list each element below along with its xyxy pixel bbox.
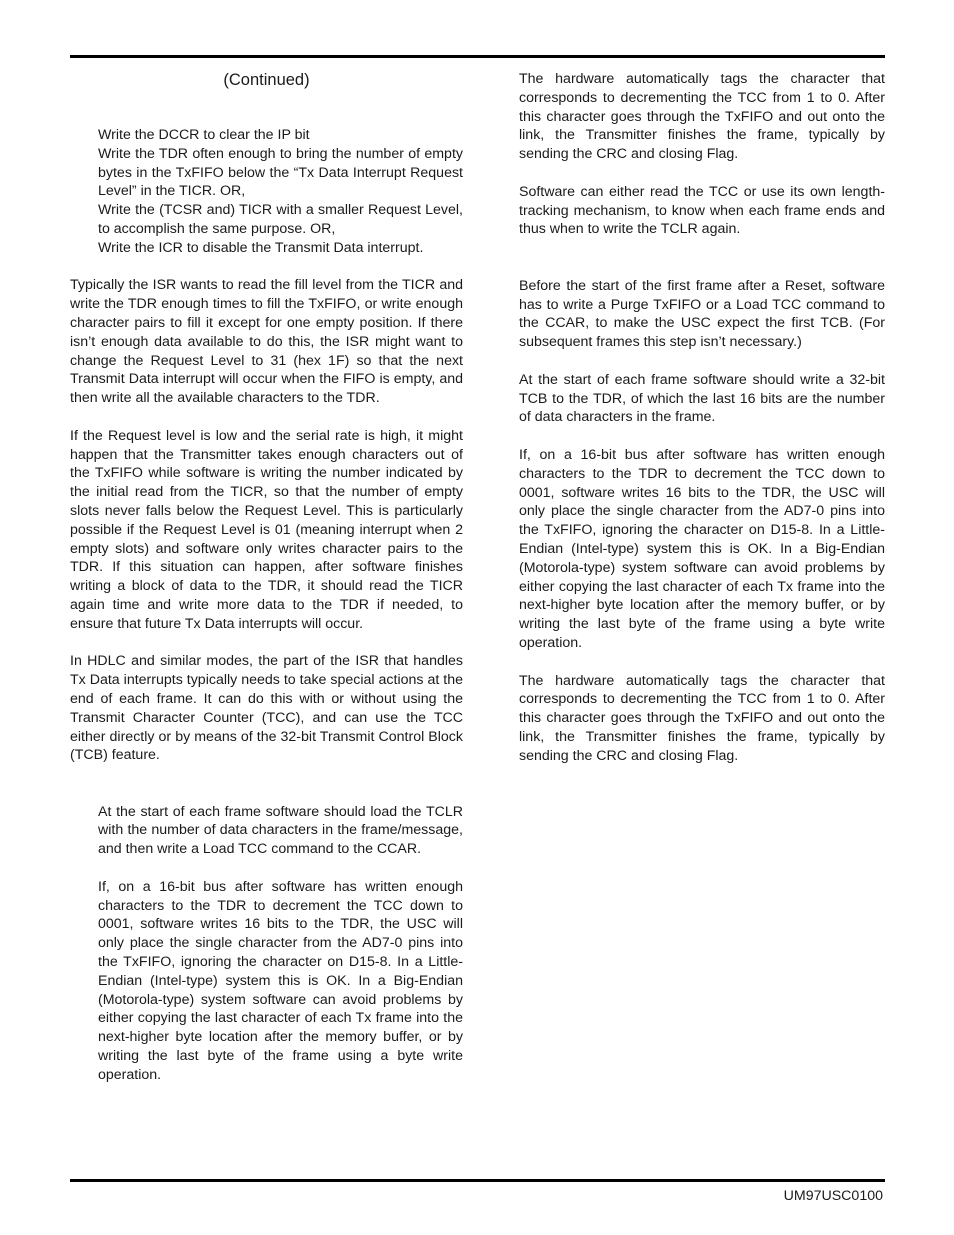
paragraph-16bit-bus: If, on a 16-bit bus after software has written enough characters to the TDR to decrement the TCC down to 0001, software writes 16 bits to the TDR, the USC will only place the single character from the AD7-0 pins into the TxFIFO, ignoring the character on D15-8. In a Little-Endian (Intel-type) system this is OK. In a Big-Endian (Motorola-type) system software can avoid problems by either copying the last character of each Tx frame into the next-higher byte location after the memory buffer, or by writing the last byte of the frame using a byte write operation.: [98, 878, 463, 1083]
continued-heading: (Continued): [223, 71, 310, 89]
paragraph-load-tclr: At the start of each frame software should load the TCLR with the number of data characters in the frame/message, and then write a Load TCC command to the CCAR.: [98, 803, 463, 858]
paragraph-hardware-tags: The hardware automatically tags the character that corresponds to decrementing the TCC from 1 to 0. After this character goes through the TxFIFO and out onto the link, the Transmitter finishes the frame, typically by sending the CRC and closing Flag.: [519, 71, 885, 163]
paragraph-16bit-bus-tcb: If, on a 16-bit bus after software has written enough characters to the TDR to decrement the TCC down to 0001, software writes 16 bits to the TDR, the USC will only place the single character from the AD7-0 pins into the TxFIFO, ignoring the character on D15-8. In a Little-Endian (Intel-type) system this is OK. In a Big-Endian (Motorola-type) system software can avoid problems by either copying the last character of each Tx frame into the next-higher byte location after the memory buffer, or by writing the last byte of the frame using a byte write operation.: [519, 446, 885, 651]
paragraph-tcb-write: At the start of each frame software should write a 32-bit TCB to the TDR, of which the last 16 bits are the number of data characters in the frame.: [519, 371, 885, 426]
top-rule: [70, 55, 885, 58]
paragraph-reset-purge: Before the start of the first frame after a Reset, software has to write a Purge TxFIFO or a Load TCC command to the CCAR, to make the USC expect the first TCB. (For subsequent frames this step isn’t necessary.): [519, 277, 885, 351]
list-item-dccr: Write the DCCR to clear the IP bit: [98, 127, 310, 143]
bottom-rule: [70, 1179, 885, 1182]
right-column: [519, 70, 885, 765]
list-item-icr: Write the ICR to disable the Transmit Data interrupt.: [98, 239, 424, 256]
left-column: [70, 70, 463, 1085]
document-id: UM97USC0100: [783, 1188, 883, 1204]
list-item-ticr: Write the (TCSR and) TICR with a smaller Request Level, to accomplish the same purpose. OR,: [98, 202, 463, 237]
paragraph-isr-fill: Typically the ISR wants to read the fill level from the TICR and write the TDR enough times to fill the TxFIFO, or write enough character pairs to fill it except for one empty position. If there isn’t enough data available to do this, the ISR might want to change the Request Level to 31 (hex 1F) so that the next Transmit Data interrupt will occur when the FIFO is empty, and then write all the available characters to the TDR.: [70, 277, 463, 407]
paragraph-length-tracking: Software can either read the TCC or use its own length-tracking mechanism, to know when each frame ends and thus when to write the TCLR again.: [519, 183, 885, 238]
paragraph-request-level: If the Request level is low and the serial rate is high, it might happen that the Transmitter takes enough characters out of the TxFIFO while software is writing the number indicated by the initial read from the TICR, so that the number of empty slots never falls below the Request Level. This is particularly possible if the Request Level is 01 (meaning interrupt when 2 empty slots) and software only writes character pairs to the TDR. If this situation can happen, after software finishes writing a block of data to the TDR, it should read the TICR again time and write more data to the TDR if needed, to ensure that future Tx Data interrupts will occur.: [70, 427, 463, 632]
paragraph-hdlc: In HDLC and similar modes, the part of the ISR that handles Tx Data interrupts typically needs to take special actions at the end of each frame. It can do this with or without using the Transmit Character Counter (TCC), and can use the TCC either directly or by means of the 32-bit Transmit Control Block (TCB) feature.: [70, 653, 463, 764]
paragraph-hardware-tags-tcb: The hardware automatically tags the character that corresponds to decrementing the TCC from 1 to 0. After this character goes through the TxFIFO and out onto the link, the Transmitter finishes the frame, typically by sending the CRC and closing Flag.: [519, 672, 885, 764]
list-item-tdr: Write the TDR often enough to bring the number of empty bytes in the TxFIFO below the “Tx Data Interrupt Request Level” in the TICR. OR,: [98, 145, 463, 200]
